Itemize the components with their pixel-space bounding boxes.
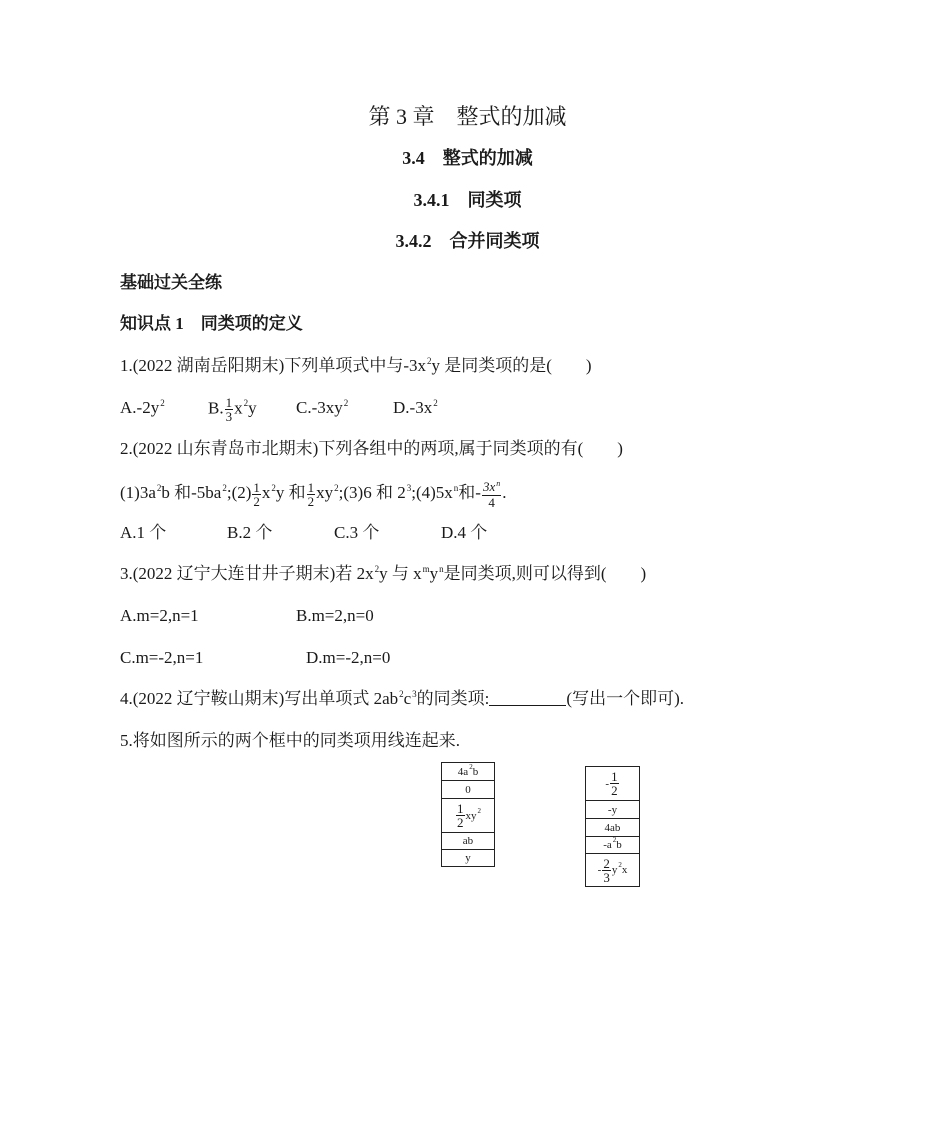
fraction [307, 481, 316, 508]
item-text: . [502, 483, 507, 503]
part-title: 基础过关全练 [120, 273, 222, 292]
denominator: 2 [253, 494, 260, 509]
exponent: 2 [160, 398, 165, 408]
item-text: x [261, 483, 271, 503]
exponent: 2 [243, 398, 249, 409]
exponent: 2 [374, 564, 380, 574]
item-text: (4)5x [415, 483, 453, 503]
term-text: -a [603, 839, 612, 851]
item-text: ; [338, 483, 344, 503]
fraction [482, 480, 501, 509]
term-text: 4a [457, 765, 469, 778]
right-box-row-1 [586, 767, 639, 801]
question-2-stem: 2.(2022 山东青岛市北期末)下列各组中的两项,属于同类项的有( ) [120, 439, 623, 458]
q3-option-c: C.m=-2,n=1 [120, 648, 204, 667]
term-text: x [621, 864, 628, 876]
stem-text: y 是同类项的是( ) [431, 356, 592, 375]
exponent: 2 [618, 861, 622, 869]
exponent: 3 [406, 483, 412, 494]
stem-text: 是同类项,则可以得到( ) [443, 564, 647, 583]
option-text: A.-2y [120, 398, 160, 417]
fraction [456, 802, 465, 829]
exponent: 2 [343, 398, 349, 408]
left-box-row-5 [442, 850, 494, 866]
stem-text: (写出一个即可). [566, 689, 684, 708]
option-text: C.-3xy [296, 398, 343, 417]
left-box-row-1 [442, 763, 494, 781]
left-box-row-4 [442, 833, 494, 850]
numerator-base: 3x [482, 479, 496, 494]
denominator: 2 [611, 783, 618, 798]
q1-option-c [296, 396, 348, 422]
exponent: 2 [399, 689, 404, 699]
q1-option-a [120, 396, 165, 422]
term-text: y [611, 864, 618, 876]
right-box-row-4 [586, 837, 639, 854]
minus-sign: - [605, 777, 610, 790]
exponent: m [422, 564, 430, 574]
answer-blank [489, 689, 566, 706]
variable: x [234, 398, 243, 418]
numerator [482, 480, 501, 496]
stem-text: 1.(2022 湖南岳阳期末)下列单项式中与-3x [120, 356, 426, 375]
q1-option-d [393, 396, 438, 422]
exponent: 2 [433, 398, 438, 408]
right-box-row-2 [586, 801, 639, 819]
fraction [252, 481, 261, 508]
stem-text: y [429, 564, 439, 583]
exponent: n [453, 483, 459, 494]
right-box-row-5 [586, 854, 639, 886]
fraction [610, 770, 619, 797]
item-text: (3)6 和 2 [343, 483, 406, 503]
numerator: 2 [603, 855, 610, 871]
q2-option-c: C.3 个 [334, 523, 380, 542]
q2-option-b: B.2 个 [227, 523, 273, 542]
knowledge-point-title: 知识点 1 同类项的定义 [120, 314, 303, 333]
q3-option-b: B.m=2,n=0 [296, 606, 374, 625]
denominator: 3 [225, 409, 233, 424]
stem-text: y 与 x [379, 564, 422, 583]
item-3 [343, 483, 416, 502]
q1-option-b [208, 396, 257, 423]
term-text: xy [465, 809, 477, 822]
item-text: b 和-5ba [161, 483, 222, 503]
right-box-row-3 [586, 819, 639, 837]
exponent: 2 [334, 483, 339, 494]
variable: y [248, 398, 257, 418]
item-4 [415, 479, 507, 510]
item-text: xy [316, 483, 334, 503]
exponent: n [496, 479, 501, 488]
item-text: ; [226, 483, 232, 503]
right-term-box [585, 766, 640, 887]
stem-text: 3.(2022 辽宁大连甘井子期末)若 2x [120, 564, 374, 583]
term-text: b [616, 839, 622, 851]
exponent: 2 [222, 483, 227, 494]
term-text: ab [462, 835, 474, 847]
exponent: 2 [426, 356, 432, 366]
term-text: 0 [465, 783, 471, 796]
numerator: 1 [457, 801, 464, 816]
denominator: 4 [488, 495, 495, 510]
option-letter: B. [208, 398, 224, 418]
left-term-box [441, 762, 495, 867]
item-text: (1)3a [120, 483, 156, 503]
item-text: 和- [458, 483, 481, 503]
fraction [225, 396, 234, 423]
term-text: -y [607, 803, 618, 816]
fraction [602, 857, 611, 884]
question-1-stem [120, 354, 592, 380]
q3-option-d: D.m=-2,n=0 [306, 648, 391, 667]
numerator: 1 [225, 395, 233, 410]
question-5-stem: 5.将如图所示的两个框中的同类项用线连起来. [120, 731, 460, 750]
term-text: 4ab [604, 821, 621, 834]
left-box-row-2 [442, 781, 494, 799]
q3-option-a: A.m=2,n=1 [120, 606, 199, 625]
exponent: 2 [156, 483, 162, 494]
stem-text: 的同类项: [416, 689, 490, 708]
exponent: n [439, 564, 444, 574]
minus-sign: - [597, 864, 602, 876]
item-text: y 和 [275, 483, 306, 503]
question-4-stem [120, 687, 684, 713]
exponent: 2 [271, 483, 276, 494]
exponent: 3 [412, 689, 417, 699]
item-text: ; [411, 483, 416, 503]
numerator: 1 [253, 480, 260, 495]
exponent: 2 [612, 836, 617, 844]
denominator: 2 [457, 815, 464, 830]
subsection-title-2: 3.4.2 合并同类项 [395, 231, 540, 251]
denominator: 2 [307, 494, 315, 509]
question-2-items [120, 480, 506, 509]
denominator: 3 [603, 869, 610, 885]
exponent: 2 [469, 762, 473, 771]
subsection-title-1: 3.4.1 同类项 [413, 190, 522, 210]
q2-option-d: D.4 个 [441, 523, 488, 542]
term-text: y [465, 852, 471, 864]
section-title: 3.4 整式的加减 [402, 148, 533, 168]
question-3-stem [120, 562, 646, 588]
term-text: b [472, 765, 479, 778]
numerator: 1 [611, 769, 618, 784]
item-1 [120, 483, 232, 502]
item-2 [231, 480, 344, 509]
stem-text: 4.(2022 辽宁鞍山期末)写出单项式 2ab [120, 689, 399, 708]
numerator: 1 [307, 480, 315, 495]
option-text: D.-3x [393, 398, 433, 417]
item-text: (2) [231, 483, 252, 503]
exponent: 2 [477, 806, 481, 815]
stem-text: c [403, 689, 412, 708]
chapter-title: 第 3 章 整式的加减 [368, 104, 567, 129]
left-box-row-3 [442, 799, 494, 833]
q2-option-a: A.1 个 [120, 523, 167, 542]
